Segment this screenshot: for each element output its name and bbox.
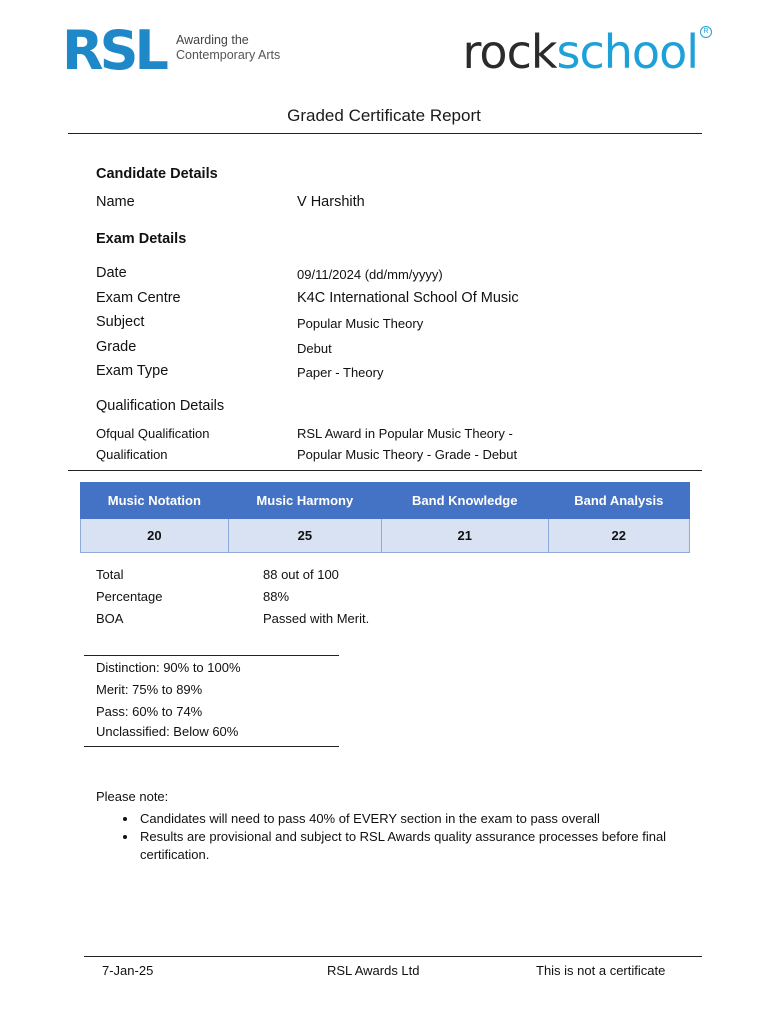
grade-band: Merit: 75% to 89% — [96, 682, 203, 697]
page-title: Graded Certificate Report — [287, 106, 481, 125]
note-item: • Candidates will need to pass 40% of EVERY section in the exam to pass overall — [138, 810, 708, 828]
table-cell: 20 — [81, 519, 229, 553]
result-label: BOA — [96, 611, 124, 626]
table-cell: 21 — [381, 519, 548, 553]
result-label: Percentage — [96, 589, 163, 604]
exam-field-label: Grade — [96, 339, 137, 355]
table-header-cell: Band Analysis — [548, 483, 689, 519]
grade-band: Pass: 60% to 74% — [96, 704, 203, 719]
footer-divider — [84, 956, 702, 957]
table-header-cell: Band Knowledge — [381, 483, 548, 519]
exam-field-label: Exam Centre — [96, 290, 181, 306]
exam-field-value: Popular Music Theory — [297, 316, 424, 331]
rsl-logo-mark — [62, 24, 170, 72]
exam-field-label: Date — [96, 265, 127, 281]
qualification-field-label: Ofqual Qualification — [96, 426, 210, 441]
notes-list — [110, 810, 708, 864]
grade-band: Distinction: 90% to 100% — [96, 660, 241, 675]
section-scores-table — [80, 482, 690, 553]
exam-field-value: K4C International School Of Music — [297, 290, 519, 306]
rockschool-logo — [463, 22, 698, 82]
title-divider — [68, 133, 702, 134]
candidate-details-heading: Candidate Details — [96, 166, 218, 182]
table-header-cell: Music Notation — [81, 483, 229, 519]
footer-date: 7-Jan-25 — [102, 963, 154, 978]
result-value: 88% — [263, 589, 290, 604]
qualification-field-label: Qualification — [96, 447, 168, 462]
note-item: • Results are provisional and subject to RSL Awards quality assurance processes before final certification. — [138, 828, 708, 864]
footer-disclaimer: This is not a certificate — [536, 963, 666, 978]
footer-organisation: RSL Awards Ltd — [327, 963, 420, 978]
result-value: 88 out of 100 — [263, 567, 339, 582]
table-row — [81, 519, 690, 553]
rsl-logo — [62, 24, 280, 72]
grade-band: Unclassified: Below 60% — [96, 724, 239, 739]
registered-mark-icon: R — [700, 26, 712, 38]
rsl-logo-text: RSL — [62, 24, 165, 72]
table-cell: 25 — [228, 519, 381, 553]
exam-field-value: Paper - Theory — [297, 365, 384, 380]
name-value: V Harshith — [297, 194, 365, 210]
result-label: Total — [96, 567, 124, 582]
exam-field-label: Exam Type — [96, 363, 169, 379]
table-header-row — [81, 483, 690, 519]
bands-bottom-divider — [84, 746, 339, 747]
qualification-details-heading: Qualification Details — [96, 398, 225, 414]
exam-field-label: Subject — [96, 314, 145, 330]
rsl-tagline-line2: Contemporary Arts — [176, 48, 281, 62]
rockschool-logo-rock: rock — [462, 25, 557, 79]
rockschool-logo-school: school — [556, 25, 698, 79]
rsl-tagline — [176, 33, 280, 63]
notes-heading: Please note: — [96, 789, 169, 804]
result-value: Passed with Merit. — [263, 611, 370, 626]
bands-top-divider — [84, 655, 339, 656]
name-label: Name — [96, 194, 135, 210]
exam-field-value: 09/11/2024 (dd/mm/yyyy) — [297, 267, 443, 282]
table-cell: 22 — [548, 519, 689, 553]
exam-field-value: Debut — [297, 341, 332, 356]
qualification-field-value: Popular Music Theory - Grade - Debut — [297, 447, 518, 462]
qualification-field-value: RSL Award in Popular Music Theory - — [297, 426, 513, 441]
details-divider — [68, 470, 702, 471]
table-header-cell: Music Harmony — [228, 483, 381, 519]
rsl-tagline-line1: Awarding the — [176, 33, 249, 47]
exam-details-heading: Exam Details — [96, 231, 187, 247]
